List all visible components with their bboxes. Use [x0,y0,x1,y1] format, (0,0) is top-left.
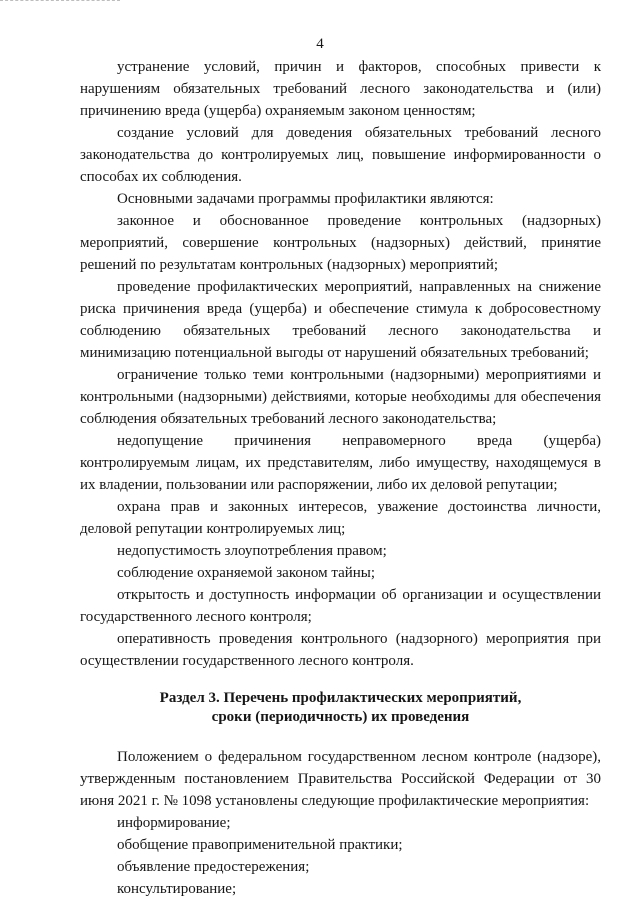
paragraph: соблюдение охраняемой законом тайны; [117,565,376,581]
document-body [80,56,601,900]
paragraph: проведение профилактических мероприятий, направленных на снижение риска причинения вреда (ущерба) и обеспечение стимула к добросовестному соблюдению обязательных требований лесного законодательства и минимизацию потенциальной выгоды от нарушений обязательных требований; [80,279,601,361]
section-heading-line: Раздел 3. Перечень профилактических мероприятий, [159,690,522,706]
list-item: обобщение правоприменительной практики; [117,837,403,853]
paragraph: охрана прав и законных интересов, уважение достоинства личности, деловой репутации контролируемых лиц; [80,499,601,537]
paragraph: недопустимость злоупотребления правом; [117,543,387,559]
section-heading-line: сроки (периодичность) их проведения [211,709,470,725]
paragraph: недопущение причинения неправомерного вреда (ущерба) контролируемым лицам, их представителям, либо имуществу, находящемуся в их владении, пользовании или распоряжении, либо их деловой репутации; [80,433,601,493]
scan-edge-mark [0,0,120,5]
paragraph: ограничение только теми контрольными (надзорными) мероприятиями и контрольными (надзорными) действиями, которые необходимы для обеспечения соблюдения обязательных требований лесного законодательства; [80,367,601,427]
section-heading [80,689,601,727]
list-item: консультирование; [117,881,237,897]
paragraph: оперативность проведения контрольного (надзорного) мероприятия при осуществлении государственного лесного контроля. [80,631,601,669]
paragraph: Положением о федеральном государственном лесном контроле (надзоре), утвержденным постановлением Правительства Российской Федерации от 30 июня 2021 г. № 1098 установлены следующие профилактические мероприятия: [80,749,601,809]
paragraph: открытость и доступность информации об организации и осуществлении государственного лесного контроля; [80,587,601,625]
list-item: информирование; [117,815,231,831]
list-item: объявление предостережения; [117,859,310,875]
page-number: 4 [316,36,324,52]
paragraph: законное и обоснованное проведение контрольных (надзорных) мероприятий, совершение контрольных (надзорных) действий, принятие решений по результатам контрольных (надзорных) мероприятий; [80,213,601,273]
paragraph: создание условий для доведения обязательных требований лесного законодательства до контролируемых лиц, повышение информированности о способах их соблюдения. [80,125,601,185]
paragraph: устранение условий, причин и факторов, способных привести к нарушениям обязательных требований лесного законодательства и (или) причинению вреда (ущерба) охраняемым законом ценностям; [80,59,601,119]
paragraph: Основными задачами программы профилактики являются: [117,191,494,207]
